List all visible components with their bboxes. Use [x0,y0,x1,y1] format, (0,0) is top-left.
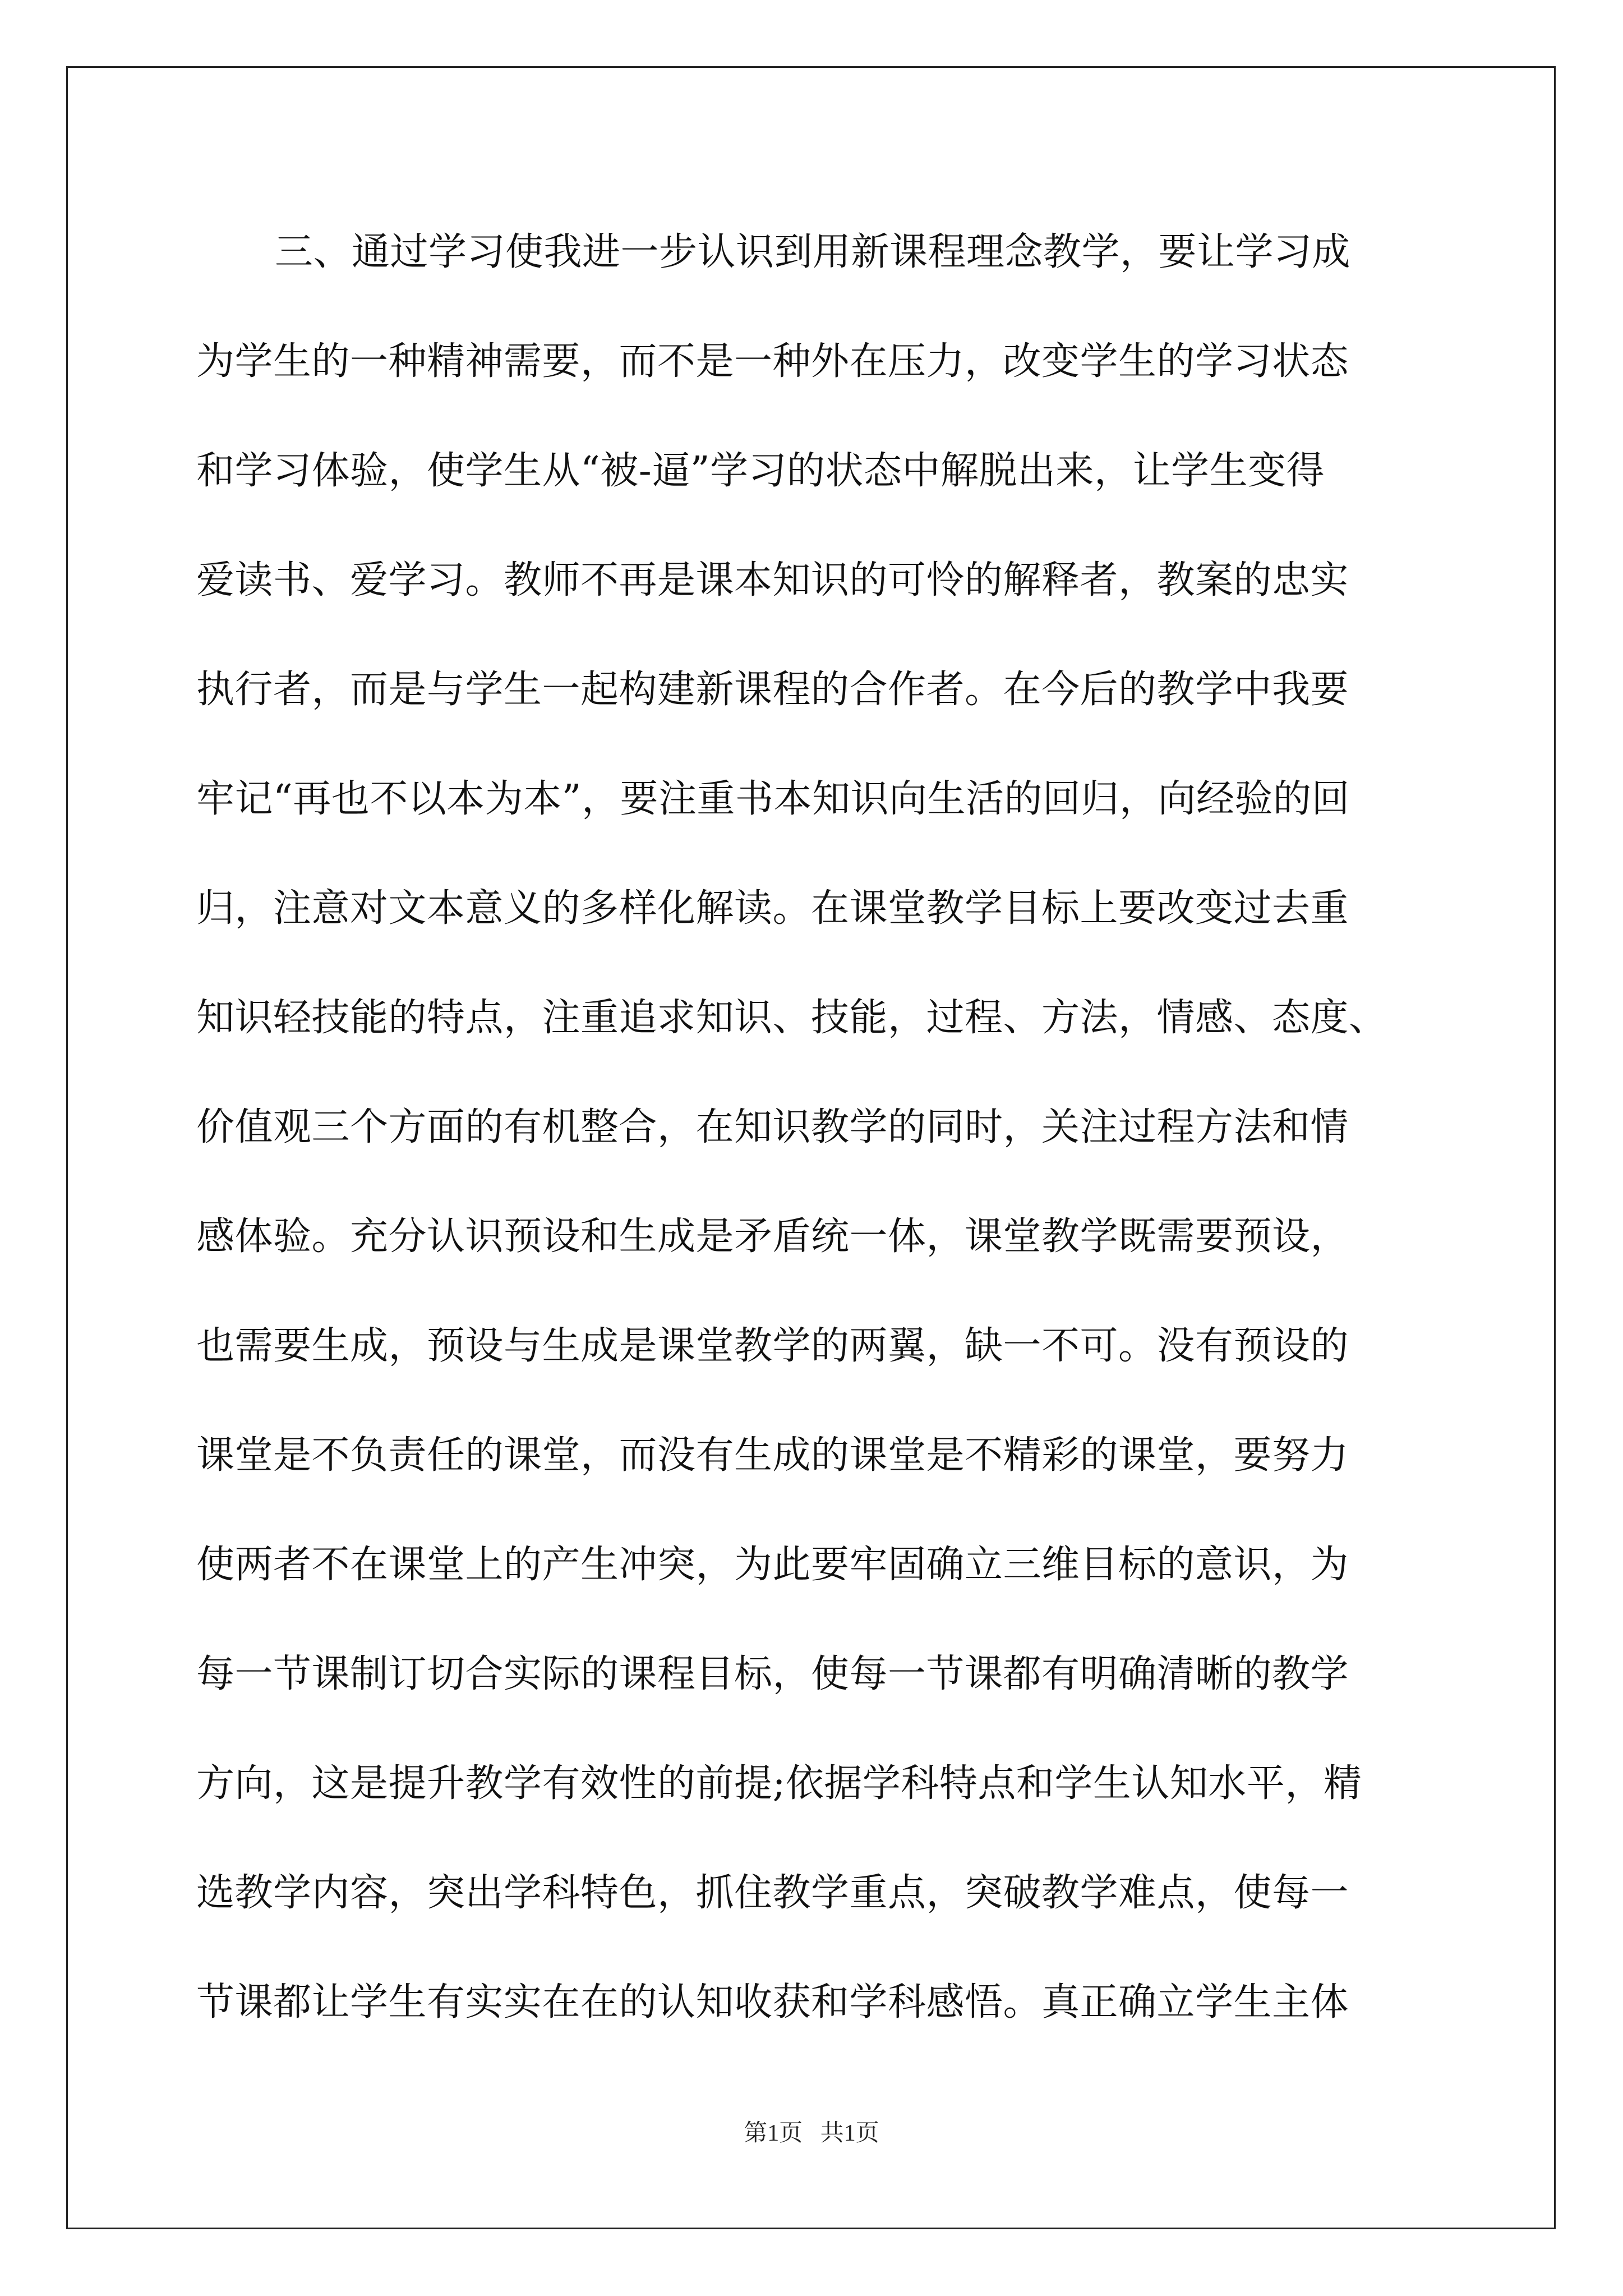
paragraph-line: 为学生的一种精神需要，而不是一种外在压力，改变学生的学习状态 [196,339,1349,384]
paragraph-line: 选教学内容，突出学科特色，抓住教学重点，突破教学难点，使每一 [196,1871,1349,1915]
paragraph-line: 方向，这是提升教学有效性的前提;依据学科特点和学生认知水平，精 [196,1761,1362,1806]
paragraph-line: 知识轻技能的特点，注重追求知识、技能，过程、方法，情感、态度、 [196,996,1387,1040]
paragraph-line: 执行者，而是与学生一起构建新课程的合作者。在今后的教学中我要 [196,668,1349,712]
paragraph-line: 也需要生成，预设与生成是课堂教学的两翼，缺一不可。没有预设的 [196,1324,1349,1368]
paragraph-line: 节课都让学生有实实在在的认知收获和学科感悟。真正确立学生主体 [196,1980,1349,2024]
paragraph-line: 每一节课制订切合实际的课程目标，使每一节课都有明确清晰的教学 [196,1652,1349,1696]
paragraph-line: 牢记“再也不以本为本”，要注重书本知识向生活的回归，向经验的回 [196,777,1350,821]
page-number-footer: 第1页 共1页 [744,2120,879,2146]
paragraph-line: 课堂是不负责任的课堂，而没有生成的课堂是不精彩的课堂，要努力 [196,1433,1349,1478]
paragraph-line: 三、通过学习使我进一步认识到用新课程理念教学，要让学习成 [275,230,1351,274]
paragraph-line: 和学习体验，使学生从“被-逼”学习的状态中解脱出来，让学生变得 [196,449,1325,493]
paragraph-line: 归，注意对文本意义的多样化解读。在课堂教学目标上要改变过去重 [196,886,1349,931]
paragraph-line: 感体验。充分认识预设和生成是矛盾统一体，课堂教学既需要预设， [196,1214,1349,1259]
paragraph-line: 使两者不在课堂上的产生冲突，为此要牢固确立三维目标的意识，为 [196,1543,1349,1587]
paragraph-line: 价值观三个方面的有机整合，在知识教学的同时，关注过程方法和情 [196,1105,1349,1149]
paragraph-line: 爱读书、爱学习。教师不再是课本知识的可怜的解释者，教案的忠实 [196,558,1349,602]
